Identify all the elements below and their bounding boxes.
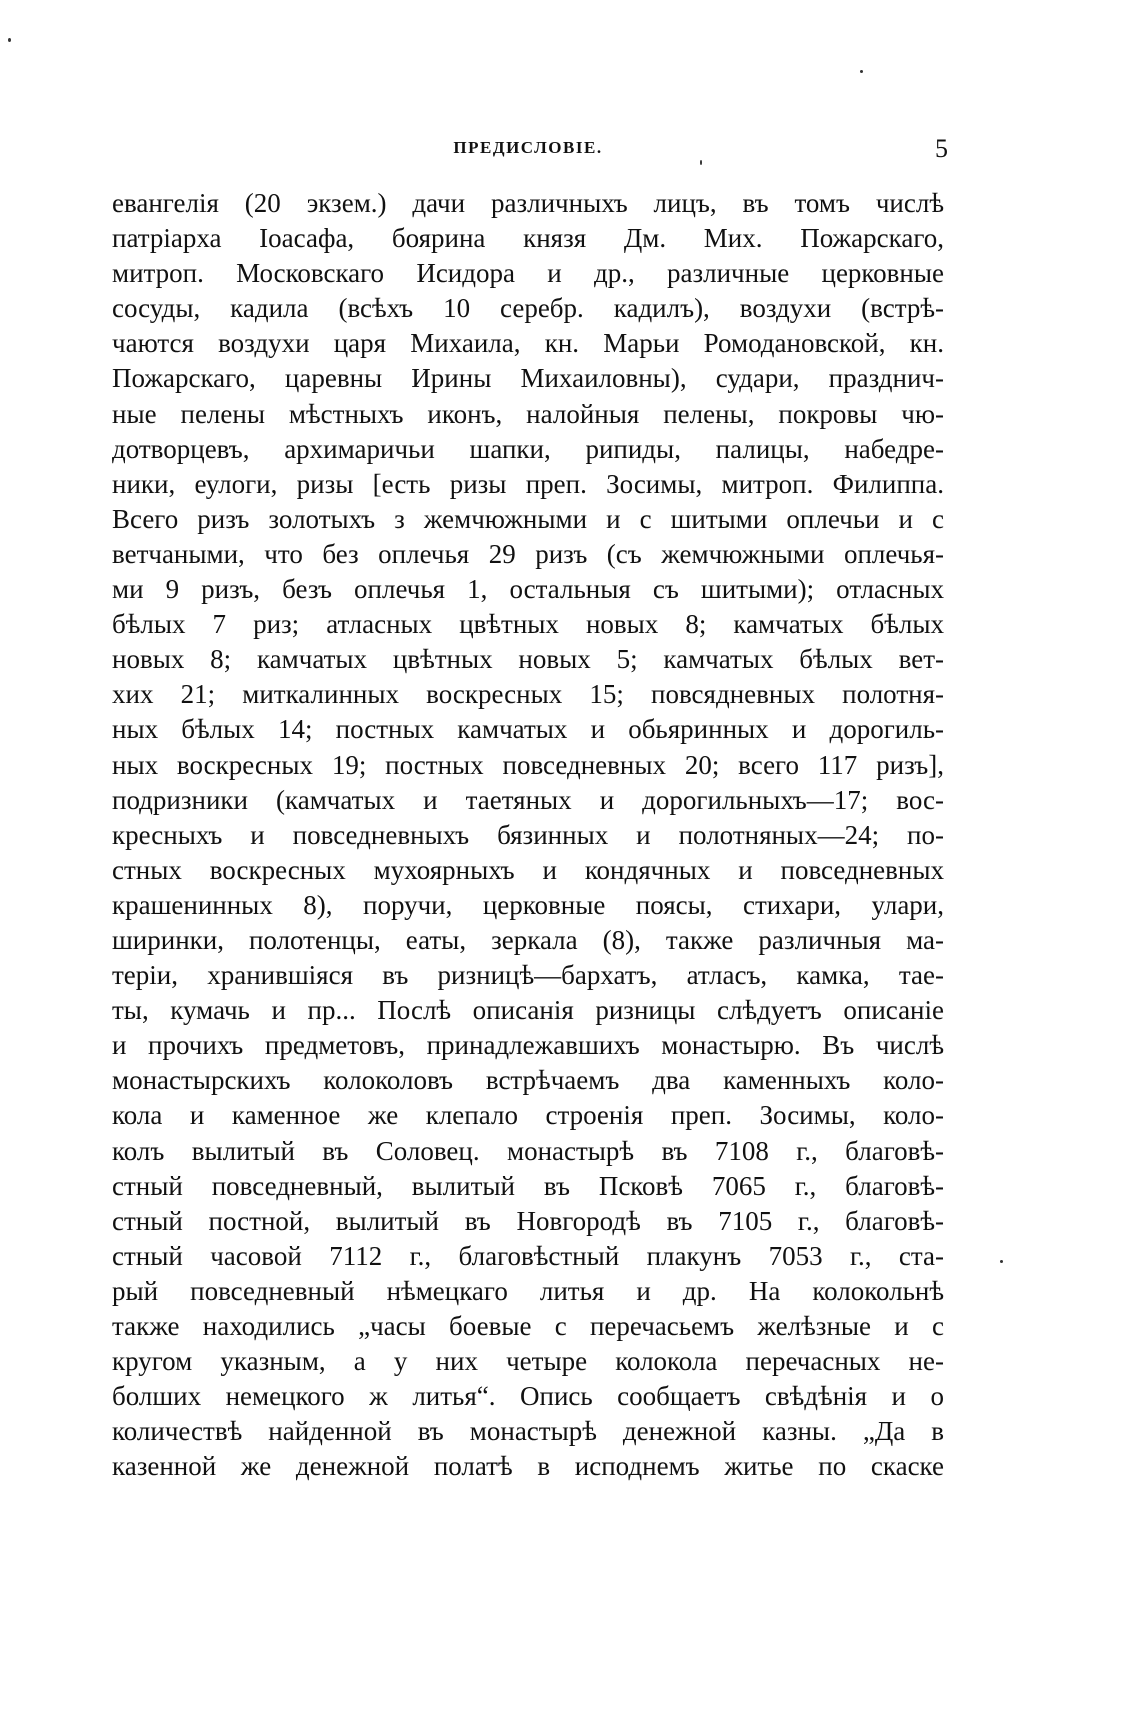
text-line: Всего ризъ золотыхъ з жемчюжными и с шитыми оплечьи и с [112, 503, 944, 534]
text-line: ных воскресных 19; постных повседневных 20; всего 117 ризъ], [112, 749, 944, 780]
text-line: ты, кумачь и пр... Послѣ описанія ризницы слѣдуетъ описаніе [112, 995, 944, 1026]
text-line: рый повседневный нѣмецкаго литья и др. На колокольнѣ [112, 1275, 944, 1306]
page-number: 5 [935, 134, 948, 163]
text-line: ширинки, полотенцы, еаты, зеркала (8), также различныя ма- [112, 924, 944, 955]
body-text [112, 186, 944, 1484]
text-line: ми 9 ризъ, безъ оплечья 1, остальныя съ шитыми); отласных [112, 574, 944, 605]
text-line: и прочихъ предметовъ, принадлежавшихъ монастырю. Въ числѣ [112, 1030, 944, 1061]
text-line: дотворцевъ, архимаричьи шапки, рипиды, палицы, набедре- [112, 433, 944, 464]
scan-speck [860, 70, 863, 73]
text-line: стный постной, вылитый въ Новгородѣ въ 7105 г., благовѣ- [112, 1205, 944, 1236]
text-line: евангелія (20 экзем.) дачи различныхъ лицъ, въ томъ числѣ [112, 188, 944, 218]
text-line: ники, еулоги, ризы [есть ризы преп. Зосимы, митроп. Филиппа. [112, 468, 944, 499]
text-line: также находились „часы боевые с перечасьемъ желѣзные и с [112, 1311, 944, 1341]
text-line: количествѣ найденной въ монастырѣ денежной казны. „Да в [112, 1416, 944, 1447]
text-line: ных бѣлых 14; постных камчатых и обьяринных и дорогиль- [112, 714, 944, 745]
text-line: болших немецкого ж литья“. Опись сообщаетъ свѣдѣнія и о [112, 1381, 944, 1412]
scan-speck [8, 38, 11, 42]
scan-speck [700, 160, 702, 165]
text-line: крашенинных 8), поручи, церковные поясы, стихари, улари, [112, 889, 944, 920]
text-line: кругом указным, а у них четыре колокола перечасных не- [112, 1346, 944, 1377]
text-line: кола и каменное же клепало строенія преп. Зосимы, коло- [112, 1100, 944, 1131]
scan-speck [1000, 1260, 1003, 1263]
running-title: ПРЕДИСЛОВІЕ. [453, 138, 603, 157]
text-line: Пожарскаго, царевны Ирины Михаиловны), судари, празднич- [112, 363, 944, 394]
text-line: монастырскихъ колоколовъ встрѣчаемъ два каменныхъ коло- [112, 1065, 944, 1096]
text-line: хих 21; миткалинных воскресных 15; повсядневных полотня- [112, 679, 944, 710]
text-line: кресныхъ и повседневныхъ бязинных и полотняных—24; по- [112, 819, 944, 850]
text-line: бѣлых 7 риз; атласных цвѣтных новых 8; камчатых бѣлых [112, 609, 944, 640]
text-line: стный повседневный, вылитый въ Псковѣ 7065 г., благовѣ- [112, 1170, 944, 1201]
text-line: ветчаными, что без оплечья 29 ризъ (съ жемчюжными оплечья- [112, 538, 944, 569]
text-line: стных воскресных мухоярныхъ и кондячных и повседневных [112, 854, 944, 885]
text-line: новых 8; камчатых цвѣтных новых 5; камчатых бѣлых вет- [112, 644, 944, 675]
text-line: теріи, хранившіяся въ ризницѣ—бархатъ, атласъ, камка, тае- [112, 960, 944, 991]
text-line: казенной же денежной полатѣ в исподнемъ житье по скаске [112, 1451, 944, 1482]
page-header [108, 134, 948, 164]
text-line: митроп. Московскаго Исидора и др., различные церковные [112, 258, 944, 289]
text-line: стный часовой 7112 г., благовѣстный плакунъ 7053 г., ста- [112, 1240, 944, 1271]
text-line: подризники (камчатых и таетяных и дорогильныхъ—17; вос- [112, 784, 944, 815]
text-line: ные пелены мѣстныхъ иконъ, налойныя пелены, покровы чю- [112, 398, 944, 429]
text-line: сосуды, кадила (всѣхъ 10 серебр. кадилъ), воздухи (встрѣ- [112, 293, 944, 324]
text-line: чаются воздухи царя Михаила, кн. Марьи Ромодановской, кн. [112, 328, 944, 359]
text-line: колъ вылитый въ Соловец. монастырѣ въ 7108 г., благовѣ- [112, 1135, 944, 1166]
text-line: патріарха Іоасафа, боярина князя Дм. Мих. Пожарскаго, [112, 223, 944, 254]
